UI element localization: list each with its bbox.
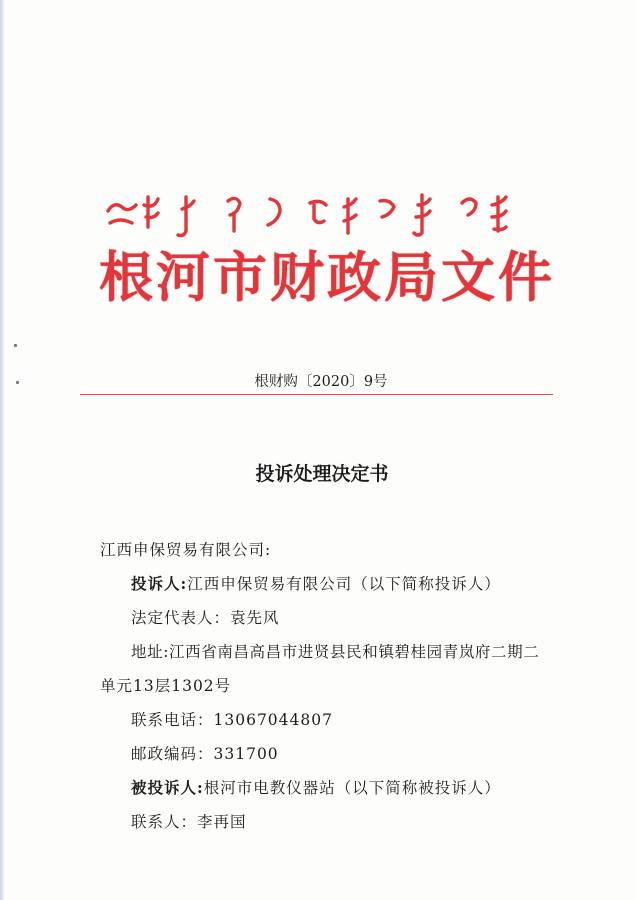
complainant-label: 投诉人:: [131, 574, 188, 593]
scan-speck: [14, 344, 17, 347]
legal-representative: 法定代表人：袁先风: [131, 609, 280, 627]
addressee: 江西申保贸易有限公司:: [100, 541, 272, 559]
respondent-label: 被投诉人:: [131, 778, 204, 797]
org-document-title: 根河市财政局文件: [99, 246, 555, 309]
contact-person: 联系人：李再国: [131, 813, 247, 831]
document-number: 根财购〔2020〕9号: [254, 374, 388, 390]
complainant-line: [131, 573, 501, 595]
mongolian-script-header: [100, 183, 530, 239]
complainant-value: 江西申保贸易有限公司（以下简称投诉人）: [187, 575, 501, 593]
decision-title: 投诉处理决定书: [255, 463, 389, 485]
respondent-value: 根河市电教仪器站（以下简称被投诉人）: [203, 779, 501, 797]
address-line-1: 地址:江西省南昌高昌市进贤县民和镇碧桂园青岚府二期二: [131, 643, 540, 661]
postal-code: 邮政编码：331700: [131, 745, 279, 763]
scan-edge: [0, 0, 4, 900]
contact-phone: 联系电话：13067044807: [131, 711, 333, 729]
red-divider: [80, 394, 553, 395]
address-line-2: 单元13层1302号: [100, 677, 232, 695]
respondent-line: [131, 777, 501, 799]
